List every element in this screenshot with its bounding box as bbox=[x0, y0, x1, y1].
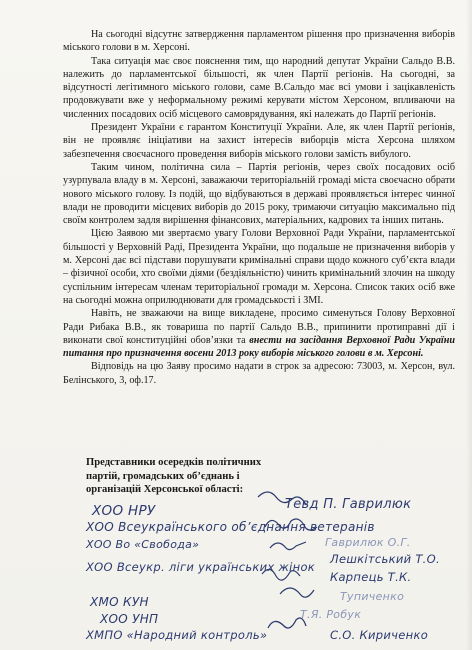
paragraph-6-emphasis: внести на засідання Верховної Ради України питання про призначення восени 2013 року виборів міського голови в м. Херсоні. bbox=[63, 334, 455, 360]
paragraph-6-text: Навіть, не зважаючи на вище викладене, просимо сименуться Голову Верховної Ради Рибака В.В., як товариша по партії Сальдо В.В., припинити протиправні дії і виконати свої конституційні обов’язки та bbox=[63, 308, 455, 346]
paragraph-4: Таким чином, політична сила – Партія регіонів, через своїх посадових осіб узурпувала владу в м. Херсоні, заважаючи територіальній громаді міста своєчасно обрати нового міського голову. Із подій, що відбуваються в державі проявляється інтерес чинної влади не проводити місцевих виборів до 2015 року, тримаючи ситуацію максимально під своїм контролем задля вирішення фінансових, матеріальних, кадрових та інших питань. bbox=[63, 161, 455, 227]
signature-org-5: ХОО Всеукр. ліги українських жінок bbox=[86, 560, 316, 574]
paragraph-5: Цією Заявою ми звертаємо увагу Голови Верховної Ради України, парламентської більшості у Верховній Раді, Президента України, що подальше не призначення виборів у м. Херсоні дає всі підстави порушувати кримінальні справи щодо кожного суб’єкта влади – фізичної особи, хто своїми діями (бездіяльністю) чинить кримінальний злочин на шкоду суспільним інтересам членам територіальної громади м. Херсона. Список таких осіб вже на сьогодні можна оприлюднювати для громадськості і ЗМІ. bbox=[63, 228, 455, 306]
signature-name-5: Карпець Т.К. bbox=[330, 570, 412, 584]
signature-org-7: ХОО УНП bbox=[100, 612, 159, 626]
signature-scribble-3 bbox=[270, 542, 306, 550]
reply-request: Відповідь на цю Заяву просимо надати в строк за адресою: 73003, м. Херсон, вул. Белінського, 3, оф.17. bbox=[63, 361, 455, 386]
signature-org-6: ХМО КУН bbox=[90, 595, 149, 609]
signature-name-8: С.О. Кириченко bbox=[330, 628, 429, 642]
signature-org-3: ХОО Во «Свобода» bbox=[86, 538, 200, 551]
signature-name-6: Тупиченко bbox=[340, 590, 405, 603]
signatories-heading: Представники осередків політичних партій, громадських об’єднань і організацій Херсонської області: bbox=[86, 457, 262, 496]
signature-org-1: ХОО НРУ bbox=[92, 503, 156, 519]
paragraph-2: Така ситуація має своє пояснення тим, що народний депутат України Сальдо В.В. належить до парламентської більшості, як член Партії регіонів. На сьогодні, за відсутності легітимного міського голови, саме В.Сальдо має всі умови і зацікавленість продовжувати вже у неформальному режимі керувати містом Херсоном, впливаючи на численних посадових осіб місцевого самоврядування, які належать до Партії регіонів. bbox=[63, 55, 455, 120]
signature-org-2: ХОО Всеукраїнського об’єднання ветеранів bbox=[86, 520, 375, 534]
paragraph-3: Президент України є гарантом Конституції України. Але, як член Партії регіонів, він не проявляє ініціативи на захист інтересів виборців міста Херсона шляхом забезпечення своєчасного проведення виборів міського голови замість вибулого. bbox=[63, 122, 455, 160]
signature-name-4: Лешкітський Т.О. bbox=[330, 552, 440, 566]
signature-scribble-5 bbox=[280, 588, 314, 597]
signature-scribble-2 bbox=[265, 519, 317, 530]
signature-name-7: Т.Я. Робук bbox=[300, 608, 362, 621]
signature-scribble-4 bbox=[262, 569, 300, 580]
signature-scribble-1 bbox=[258, 492, 306, 505]
signature-name-1: Тевд П. Гаврилюк bbox=[285, 497, 412, 512]
signature-scribble-6 bbox=[268, 618, 306, 628]
signature-name-3: Гаврилюк О.Г. bbox=[325, 536, 411, 549]
paragraph-1: На сьогодні відсутнє затвердження парламентом рішення про призначення виборів міського голови в м. Херсоні. bbox=[63, 29, 455, 54]
signature-org-8: ХМПО «Народний контроль» bbox=[86, 628, 268, 642]
